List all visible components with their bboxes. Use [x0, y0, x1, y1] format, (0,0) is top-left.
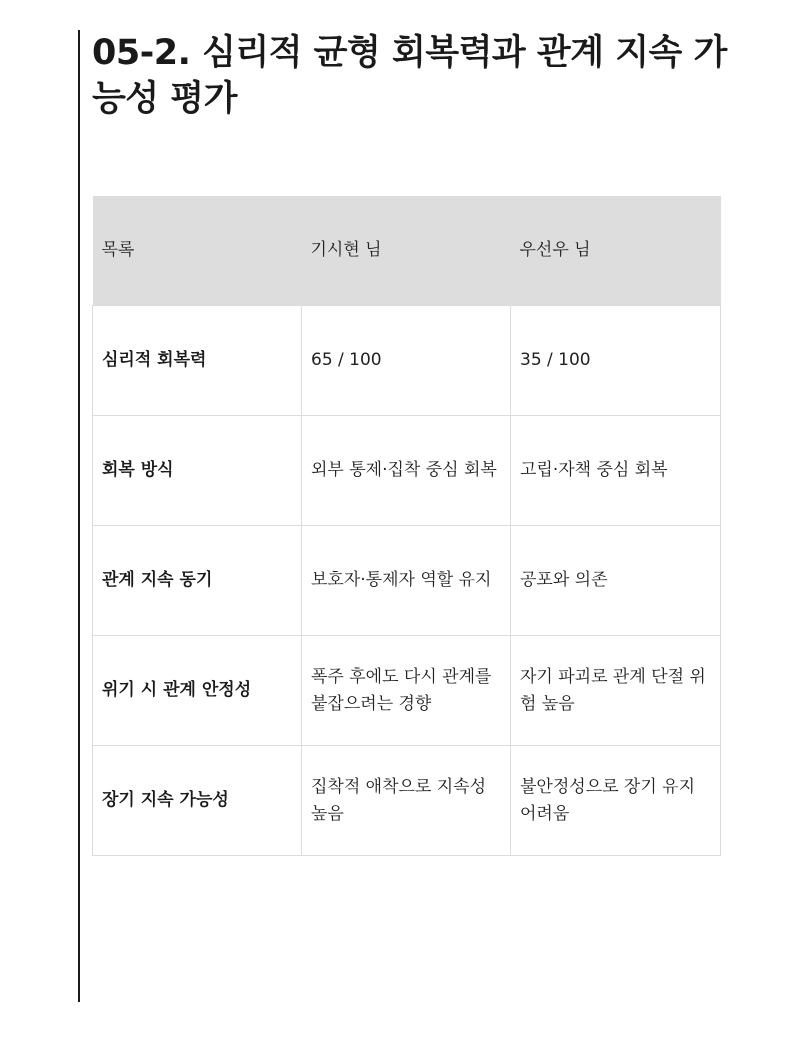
cell-person-a: 외부 통제·집착 중심 회복: [302, 416, 511, 526]
row-label: 심리적 회복력: [93, 306, 302, 416]
cell-person-b: 고립·자책 중심 회복: [511, 416, 721, 526]
comparison-table: [92, 196, 721, 856]
row-label: 관계 지속 동기: [93, 526, 302, 636]
header-category: 목록: [93, 196, 302, 306]
table-row: [93, 416, 721, 526]
cell-person-a: 집착적 애착으로 지속성 높음: [302, 746, 511, 856]
table-row: [93, 746, 721, 856]
page-title: 05-2. 심리적 균형 회복력과 관계 지속 가능성 평가: [92, 33, 727, 119]
table-body: [93, 306, 721, 856]
header-person-b: 우선우 님: [511, 196, 721, 306]
row-label: 회복 방식: [93, 416, 302, 526]
table-row: [93, 636, 721, 746]
row-label: 장기 지속 가능성: [93, 746, 302, 856]
left-border-rule: [78, 30, 80, 1002]
table-row: [93, 526, 721, 636]
header-row: [93, 196, 721, 306]
cell-person-b: 공포와 의존: [511, 526, 721, 636]
row-label: 위기 시 관계 안정성: [93, 636, 302, 746]
table-header: [93, 196, 721, 306]
cell-person-b: 불안정성으로 장기 유지 어려움: [511, 746, 721, 856]
cell-person-b: 자기 파괴로 관계 단절 위험 높음: [511, 636, 721, 746]
cell-person-a: 보호자·통제자 역할 유지: [302, 526, 511, 636]
cell-person-a: 65 / 100: [302, 306, 511, 416]
cell-person-b: 35 / 100: [511, 306, 721, 416]
table-row: [93, 306, 721, 416]
cell-person-a: 폭주 후에도 다시 관계를 붙잡으려는 경향: [302, 636, 511, 746]
header-person-a: 기시현 님: [302, 196, 511, 306]
